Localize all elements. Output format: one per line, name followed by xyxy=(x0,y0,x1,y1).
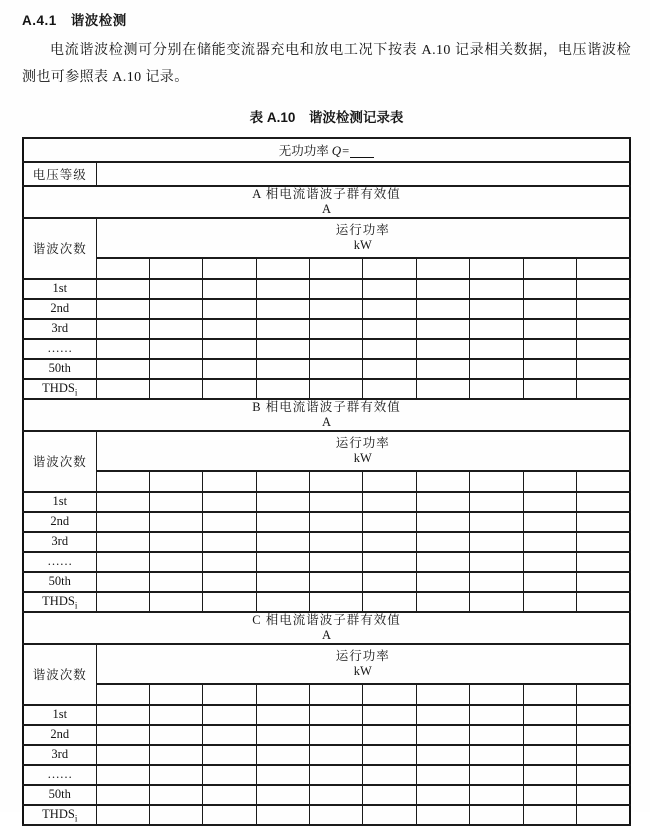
power-value-cell xyxy=(416,471,469,492)
harmonic-value-cell xyxy=(149,805,202,825)
harmonic-value-cell xyxy=(96,339,149,359)
harmonic-value-cell xyxy=(149,592,202,612)
harmonic-order-header-cell: 谐波次数 xyxy=(23,431,96,492)
harmonic-value-cell xyxy=(577,705,630,725)
harmonic-value-cell xyxy=(523,725,576,745)
harmonic-value-cell xyxy=(523,532,576,552)
harmonic-value-cell xyxy=(149,492,202,512)
harmonic-value-cell xyxy=(149,359,202,379)
harmonic-value-cell xyxy=(149,745,202,765)
harmonic-value-cell xyxy=(523,299,576,319)
harmonic-value-cell xyxy=(310,572,363,592)
harmonic-value-cell xyxy=(310,725,363,745)
harmonic-value-cell xyxy=(310,765,363,785)
harmonic-value-cell xyxy=(577,339,630,359)
harmonic-order-cell: 3rd xyxy=(23,319,96,339)
harmonic-value-cell xyxy=(470,805,523,825)
harmonic-value-cell xyxy=(523,572,576,592)
phase-section-title: B 相电流谐波子群有效值 xyxy=(252,399,401,414)
harmonic-value-cell xyxy=(149,572,202,592)
harmonic-value-cell xyxy=(96,572,149,592)
phase-section-header-row xyxy=(23,186,630,218)
harmonic-value-cell xyxy=(203,765,256,785)
harmonic-value-cell xyxy=(363,705,416,725)
harmonic-order-cell: 1st xyxy=(23,279,96,299)
harmonic-value-cell xyxy=(96,765,149,785)
harmonic-value-cell xyxy=(523,592,576,612)
harmonic-value-cell xyxy=(149,765,202,785)
thds-label-cell xyxy=(23,592,96,612)
harmonic-value-cell xyxy=(310,532,363,552)
operating-power-unit: kW xyxy=(353,663,372,678)
reactive-power-row xyxy=(23,138,630,162)
power-value-cell xyxy=(577,471,630,492)
harmonic-value-cell xyxy=(149,319,202,339)
harmonic-value-cell xyxy=(577,572,630,592)
harmonic-data-row xyxy=(23,552,630,572)
harmonic-value-cell xyxy=(96,805,149,825)
harmonic-order-cell: 2nd xyxy=(23,725,96,745)
reactive-power-symbol: Q xyxy=(331,142,342,158)
harmonic-value-cell xyxy=(149,379,202,399)
harmonic-value-cell xyxy=(416,725,469,745)
harmonic-value-cell xyxy=(96,745,149,765)
operating-power-label: 运行功率 xyxy=(335,648,390,663)
equals-sign: = xyxy=(342,143,350,158)
harmonic-value-cell xyxy=(416,745,469,765)
thds-label-cell xyxy=(23,379,96,399)
power-value-row xyxy=(23,471,630,492)
harmonic-value-cell xyxy=(363,725,416,745)
harmonic-value-cell xyxy=(577,359,630,379)
harmonic-value-cell xyxy=(577,592,630,612)
harmonic-value-cell xyxy=(96,785,149,805)
harmonic-value-cell xyxy=(363,552,416,572)
harmonic-value-cell xyxy=(523,512,576,532)
harmonic-value-cell xyxy=(416,492,469,512)
harmonic-value-cell xyxy=(96,592,149,612)
harmonic-value-cell xyxy=(256,512,309,532)
power-value-cell xyxy=(363,684,416,705)
harmonic-order-cell: 1st xyxy=(23,492,96,512)
phase-section-title: A 相电流谐波子群有效值 xyxy=(252,186,401,201)
harmonic-data-row xyxy=(23,745,630,765)
harmonic-data-row xyxy=(23,532,630,552)
power-value-cell xyxy=(256,258,309,279)
harmonic-value-cell xyxy=(203,379,256,399)
harmonic-value-cell xyxy=(256,705,309,725)
harmonic-value-cell xyxy=(363,379,416,399)
harmonic-value-cell xyxy=(203,339,256,359)
operating-power-header-row xyxy=(23,431,630,471)
harmonic-value-cell xyxy=(256,379,309,399)
harmonic-value-cell xyxy=(416,299,469,319)
harmonic-value-cell xyxy=(256,745,309,765)
harmonic-value-cell xyxy=(470,592,523,612)
harmonic-value-cell xyxy=(96,532,149,552)
harmonic-value-cell xyxy=(203,592,256,612)
phase-section-header-cell xyxy=(23,399,630,431)
harmonic-value-cell xyxy=(523,379,576,399)
harmonic-value-cell xyxy=(310,299,363,319)
power-value-cell xyxy=(96,684,149,705)
operating-power-label: 运行功率 xyxy=(335,435,390,450)
power-value-cell xyxy=(416,258,469,279)
harmonic-value-cell xyxy=(149,725,202,745)
harmonic-order-cell: …… xyxy=(23,765,96,785)
phase-section-title: C 相电流谐波子群有效值 xyxy=(252,612,401,627)
thds-row xyxy=(23,379,630,399)
harmonic-value-cell xyxy=(363,785,416,805)
harmonic-value-cell xyxy=(363,532,416,552)
harmonic-value-cell xyxy=(523,279,576,299)
harmonic-value-cell xyxy=(203,532,256,552)
harmonic-value-cell xyxy=(256,299,309,319)
harmonic-value-cell xyxy=(523,765,576,785)
harmonic-value-cell xyxy=(416,805,469,825)
harmonic-value-cell xyxy=(363,279,416,299)
harmonic-value-cell xyxy=(149,279,202,299)
harmonic-value-cell xyxy=(96,319,149,339)
harmonic-value-cell xyxy=(256,572,309,592)
harmonic-data-row xyxy=(23,785,630,805)
harmonic-value-cell xyxy=(203,359,256,379)
harmonic-value-cell xyxy=(577,785,630,805)
operating-power-unit: kW xyxy=(353,450,372,465)
harmonic-value-cell xyxy=(363,805,416,825)
harmonic-value-cell xyxy=(310,745,363,765)
phase-section-header-row xyxy=(23,399,630,431)
thds-row xyxy=(23,805,630,825)
harmonic-value-cell xyxy=(416,339,469,359)
harmonic-value-cell xyxy=(203,805,256,825)
power-value-cell xyxy=(577,684,630,705)
harmonic-record-table xyxy=(22,137,631,826)
reactive-power-cell xyxy=(23,138,630,162)
harmonic-value-cell xyxy=(470,359,523,379)
harmonic-value-cell xyxy=(577,725,630,745)
harmonic-order-header-cell: 谐波次数 xyxy=(23,644,96,705)
harmonic-value-cell xyxy=(470,745,523,765)
harmonic-value-cell xyxy=(310,279,363,299)
harmonic-value-cell xyxy=(470,492,523,512)
table-caption: 表 A.10 谐波检测记录表 xyxy=(249,109,404,125)
harmonic-order-cell: 3rd xyxy=(23,745,96,765)
harmonic-value-cell xyxy=(363,592,416,612)
harmonic-value-cell xyxy=(310,592,363,612)
harmonic-value-cell xyxy=(96,492,149,512)
thds-base: THDS xyxy=(42,381,75,396)
thds-subscript: i xyxy=(74,387,78,398)
harmonic-data-row xyxy=(23,572,630,592)
harmonic-value-cell xyxy=(96,552,149,572)
harmonic-value-cell xyxy=(149,552,202,572)
harmonic-data-row xyxy=(23,765,630,785)
harmonic-value-cell xyxy=(577,492,630,512)
power-value-cell xyxy=(203,471,256,492)
harmonic-value-cell xyxy=(470,379,523,399)
harmonic-value-cell xyxy=(523,339,576,359)
harmonic-value-cell xyxy=(310,339,363,359)
harmonic-value-cell xyxy=(577,512,630,532)
thds-label-cell xyxy=(23,805,96,825)
harmonic-value-cell xyxy=(416,359,469,379)
harmonic-value-cell xyxy=(363,492,416,512)
harmonic-value-cell xyxy=(416,552,469,572)
harmonic-value-cell xyxy=(523,319,576,339)
harmonic-value-cell xyxy=(363,359,416,379)
harmonic-order-cell: 2nd xyxy=(23,299,96,319)
harmonic-value-cell xyxy=(203,552,256,572)
body-paragraph: 电流谐波检测可分别在储能变流器充电和放电工况下按表 A.10 记录相关数据，电压谐波检测也可参照表 A.10 记录。 xyxy=(22,43,631,86)
power-value-cell xyxy=(149,471,202,492)
thds-row xyxy=(23,592,630,612)
harmonic-value-cell xyxy=(416,512,469,532)
power-value-cell xyxy=(310,684,363,705)
harmonic-data-row xyxy=(23,492,630,512)
harmonic-value-cell xyxy=(416,785,469,805)
harmonic-value-cell xyxy=(96,359,149,379)
phase-section-unit: A xyxy=(321,201,332,216)
harmonic-order-cell: 50th xyxy=(23,572,96,592)
thds-subscript: i xyxy=(74,813,78,824)
power-value-row xyxy=(23,258,630,279)
harmonic-value-cell xyxy=(149,705,202,725)
harmonic-data-row xyxy=(23,705,630,725)
harmonic-value-cell xyxy=(310,492,363,512)
power-value-cell xyxy=(363,258,416,279)
harmonic-value-cell xyxy=(256,785,309,805)
harmonic-value-cell xyxy=(577,765,630,785)
harmonic-value-cell xyxy=(577,805,630,825)
voltage-level-label: 电压等级 xyxy=(23,162,96,186)
power-value-cell xyxy=(96,258,149,279)
harmonic-value-cell xyxy=(96,725,149,745)
harmonic-value-cell xyxy=(577,532,630,552)
reactive-power-blank-line xyxy=(350,145,374,158)
power-value-cell xyxy=(470,258,523,279)
harmonic-value-cell xyxy=(416,279,469,299)
harmonic-value-cell xyxy=(363,319,416,339)
phase-section-unit: A xyxy=(321,414,332,429)
harmonic-value-cell xyxy=(523,805,576,825)
thds-subscript: i xyxy=(74,600,78,611)
power-value-cell xyxy=(149,684,202,705)
harmonic-data-row xyxy=(23,725,630,745)
harmonic-value-cell xyxy=(470,765,523,785)
harmonic-value-cell xyxy=(577,552,630,572)
power-value-cell xyxy=(523,684,576,705)
harmonic-value-cell xyxy=(256,279,309,299)
harmonic-value-cell xyxy=(256,492,309,512)
harmonic-data-row xyxy=(23,319,630,339)
harmonic-data-row xyxy=(23,512,630,532)
power-value-cell xyxy=(470,684,523,705)
harmonic-value-cell xyxy=(577,319,630,339)
harmonic-order-cell: 50th xyxy=(23,785,96,805)
phase-section-header-cell xyxy=(23,186,630,218)
power-value-cell xyxy=(203,684,256,705)
harmonic-value-cell xyxy=(310,552,363,572)
harmonic-value-cell xyxy=(470,299,523,319)
harmonic-value-cell xyxy=(416,572,469,592)
harmonic-value-cell xyxy=(363,765,416,785)
harmonic-value-cell xyxy=(96,512,149,532)
harmonic-value-cell xyxy=(149,785,202,805)
harmonic-order-header-cell: 谐波次数 xyxy=(23,218,96,279)
harmonic-value-cell xyxy=(256,339,309,359)
reactive-power-label: 无功功率 xyxy=(278,143,329,158)
harmonic-value-cell xyxy=(416,765,469,785)
harmonic-value-cell xyxy=(96,279,149,299)
power-value-cell xyxy=(149,258,202,279)
harmonic-value-cell xyxy=(523,552,576,572)
section-heading: A.4.1 谐波检测 xyxy=(22,13,127,28)
harmonic-value-cell xyxy=(416,532,469,552)
harmonic-value-cell xyxy=(363,299,416,319)
harmonic-value-cell xyxy=(203,512,256,532)
harmonic-value-cell xyxy=(203,492,256,512)
phase-section-unit: A xyxy=(321,627,332,642)
harmonic-value-cell xyxy=(363,745,416,765)
harmonic-value-cell xyxy=(149,299,202,319)
power-value-cell xyxy=(523,258,576,279)
power-value-cell xyxy=(363,471,416,492)
power-value-cell xyxy=(470,471,523,492)
thds-base: THDS xyxy=(42,807,75,822)
harmonic-value-cell xyxy=(256,359,309,379)
harmonic-value-cell xyxy=(203,785,256,805)
operating-power-header-row xyxy=(23,218,630,258)
harmonic-value-cell xyxy=(470,572,523,592)
harmonic-value-cell xyxy=(577,299,630,319)
harmonic-value-cell xyxy=(416,319,469,339)
harmonic-value-cell xyxy=(256,532,309,552)
harmonic-order-cell: 1st xyxy=(23,705,96,725)
harmonic-value-cell xyxy=(470,319,523,339)
harmonic-value-cell xyxy=(363,572,416,592)
harmonic-order-cell: …… xyxy=(23,552,96,572)
harmonic-value-cell xyxy=(256,765,309,785)
harmonic-order-cell: …… xyxy=(23,339,96,359)
harmonic-value-cell xyxy=(523,745,576,765)
harmonic-value-cell xyxy=(416,379,469,399)
power-value-cell xyxy=(310,258,363,279)
harmonic-value-cell xyxy=(577,379,630,399)
harmonic-value-cell xyxy=(149,339,202,359)
harmonic-value-cell xyxy=(203,299,256,319)
harmonic-data-row xyxy=(23,359,630,379)
power-value-cell xyxy=(310,471,363,492)
harmonic-value-cell xyxy=(310,379,363,399)
harmonic-value-cell xyxy=(470,532,523,552)
harmonic-order-cell: 3rd xyxy=(23,532,96,552)
harmonic-value-cell xyxy=(203,745,256,765)
power-value-cell xyxy=(577,258,630,279)
power-value-cell xyxy=(203,258,256,279)
operating-power-header-row xyxy=(23,644,630,684)
harmonic-value-cell xyxy=(256,592,309,612)
power-value-cell xyxy=(96,471,149,492)
harmonic-value-cell xyxy=(256,319,309,339)
harmonic-value-cell xyxy=(470,785,523,805)
harmonic-data-row xyxy=(23,299,630,319)
phase-section-header-row xyxy=(23,612,630,644)
harmonic-value-cell xyxy=(523,705,576,725)
harmonic-value-cell xyxy=(96,705,149,725)
harmonic-value-cell xyxy=(470,725,523,745)
harmonic-value-cell xyxy=(523,492,576,512)
operating-power-header-cell xyxy=(96,218,630,258)
harmonic-value-cell xyxy=(310,805,363,825)
thds-base: THDS xyxy=(42,594,75,609)
harmonic-value-cell xyxy=(203,279,256,299)
harmonic-value-cell xyxy=(310,705,363,725)
harmonic-order-cell: 50th xyxy=(23,359,96,379)
harmonic-value-cell xyxy=(523,359,576,379)
harmonic-value-cell xyxy=(523,785,576,805)
harmonic-value-cell xyxy=(470,339,523,359)
harmonic-value-cell xyxy=(310,512,363,532)
operating-power-header-cell xyxy=(96,431,630,471)
operating-power-label: 运行功率 xyxy=(335,222,390,237)
voltage-level-value-cell xyxy=(96,162,630,186)
harmonic-value-cell xyxy=(470,552,523,572)
voltage-level-row xyxy=(23,162,630,186)
harmonic-value-cell xyxy=(577,745,630,765)
power-value-cell xyxy=(256,684,309,705)
harmonic-value-cell xyxy=(96,299,149,319)
power-value-cell xyxy=(416,684,469,705)
harmonic-value-cell xyxy=(470,512,523,532)
harmonic-value-cell xyxy=(149,532,202,552)
harmonic-data-row xyxy=(23,279,630,299)
harmonic-value-cell xyxy=(203,725,256,745)
operating-power-unit: kW xyxy=(353,237,372,252)
harmonic-value-cell xyxy=(577,279,630,299)
harmonic-value-cell xyxy=(256,552,309,572)
operating-power-header-cell xyxy=(96,644,630,684)
harmonic-value-cell xyxy=(203,705,256,725)
harmonic-value-cell xyxy=(310,319,363,339)
harmonic-data-row xyxy=(23,339,630,359)
harmonic-value-cell xyxy=(416,592,469,612)
power-value-cell xyxy=(523,471,576,492)
harmonic-value-cell xyxy=(203,572,256,592)
harmonic-value-cell xyxy=(470,705,523,725)
harmonic-value-cell xyxy=(470,279,523,299)
harmonic-value-cell xyxy=(310,359,363,379)
harmonic-value-cell xyxy=(203,319,256,339)
harmonic-value-cell xyxy=(256,725,309,745)
harmonic-value-cell xyxy=(363,339,416,359)
harmonic-value-cell xyxy=(149,512,202,532)
harmonic-value-cell xyxy=(416,705,469,725)
power-value-row xyxy=(23,684,630,705)
power-value-cell xyxy=(256,471,309,492)
harmonic-value-cell xyxy=(96,379,149,399)
phase-section-header-cell xyxy=(23,612,630,644)
harmonic-value-cell xyxy=(256,805,309,825)
harmonic-value-cell xyxy=(310,785,363,805)
harmonic-value-cell xyxy=(363,512,416,532)
harmonic-order-cell: 2nd xyxy=(23,512,96,532)
